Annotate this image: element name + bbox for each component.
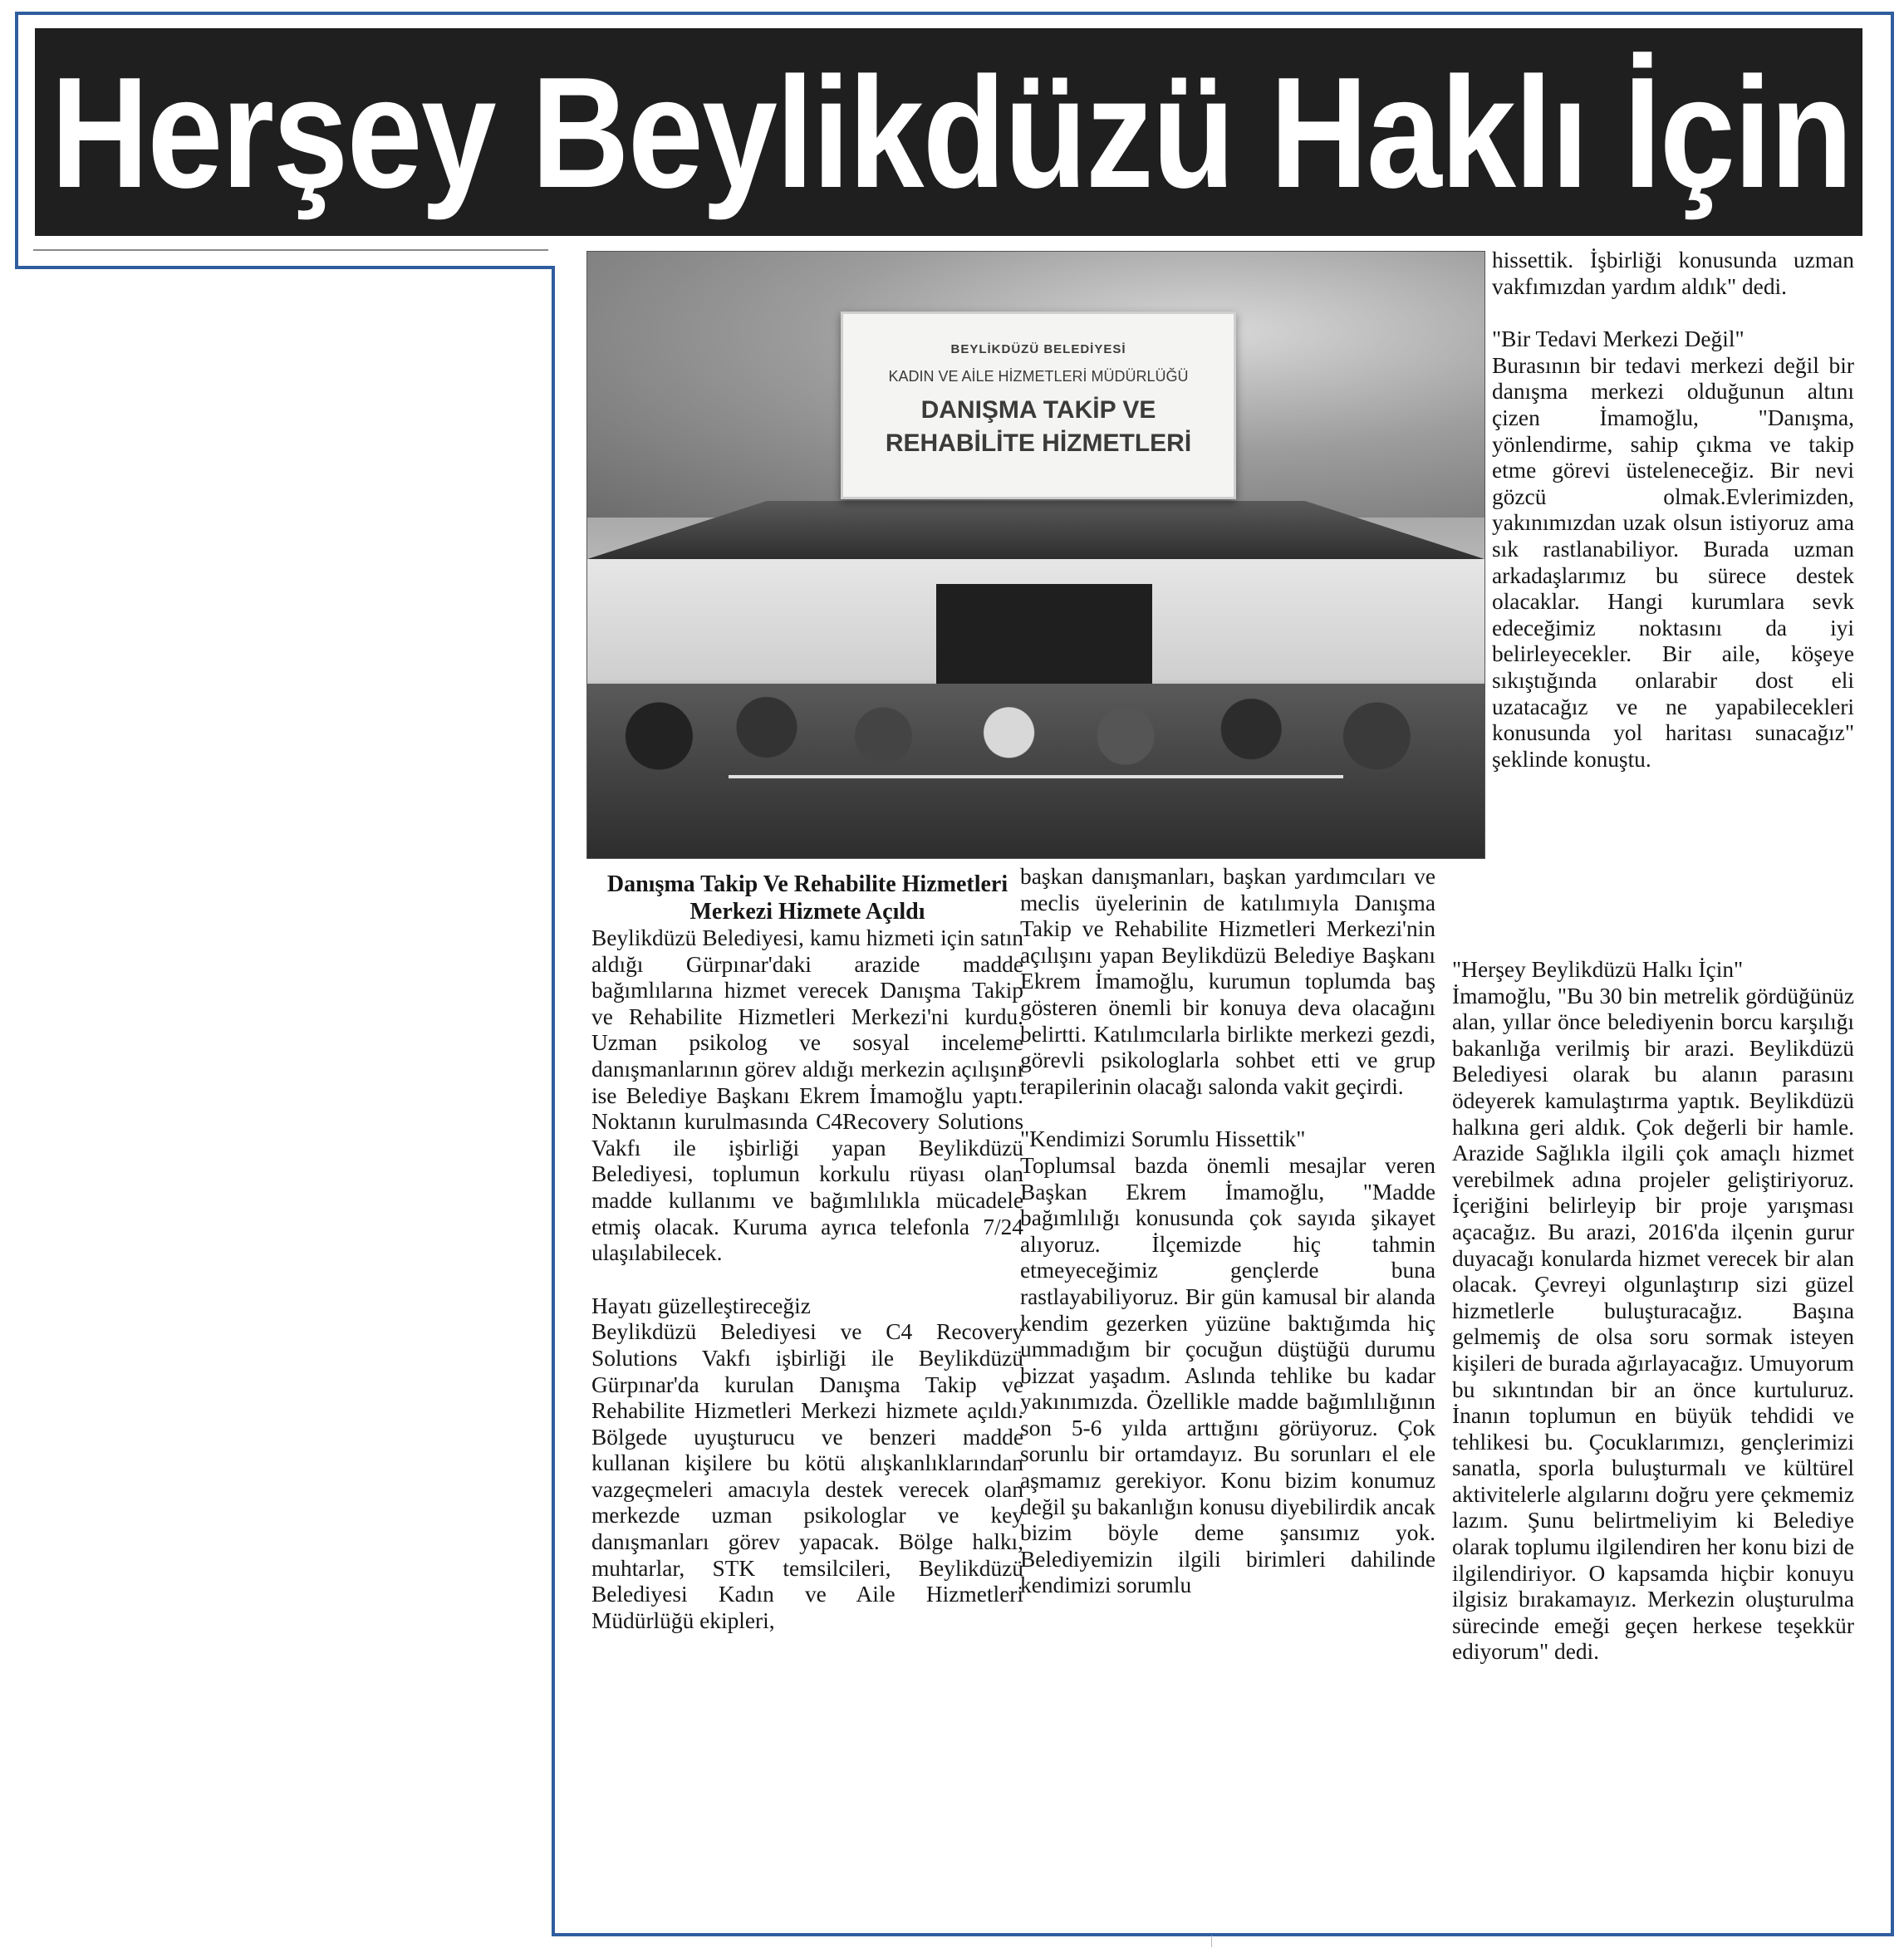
sign-line-2: KADIN VE AİLE HİZMETLERİ MÜDÜRLÜĞÜ bbox=[888, 368, 1189, 385]
sign-line-4: REHABİLİTE HİZMETLERİ bbox=[885, 429, 1192, 457]
middle-paragraph-2: Toplumsal bazda önemli mesajlar veren Başkan Ekrem İmamoğlu, "Madde bağımlılığı konusunda çok sayıda şikayet alıyoruz. İlçemizde hiç tahmin etmeyeceğimiz gençlerde buna rastlayabiliyoruz. Bir gün kamusal bir alanda kendim gezerken yüzüne baktığımda hiç ummadığım bir çocuğun düştüğü durumu bizzat yaşadım. Aslında tehlike bu kadar yakınımızda. Özellikle madde bağımlılığının son 5-6 yılda arttığını görüyoruz. Çok sorunlu bir ortamdayız. Bu sorunları el ele aşmamız gerekiyor. Konu bizim konumuz değil şu bakanlığın konusu diyebilirdik ancak bizim böyle deme şansımız yok. Belediyemizin ilgili birimleri dahilinde kendimizi sorumlu bbox=[1020, 1152, 1435, 1598]
right-top-paragraph-1: hissettik. İşbirliği konusunda uzman vakfımızdan yardım aldık" dedi. bbox=[1492, 248, 1854, 299]
frame-inner-left-border bbox=[552, 266, 555, 1936]
right-paragraph-1: İmamoğlu, "Bu 30 bin metrelik gördüğünüz alan, yıllar önce belediyenin borcu karşılığı bakanlığa verilmiş bir arazi. Beylikdüzü Belediyesi olarak bu alanın parasını ödeyerek kamulaştırma yaptık. Beylikdüzü halkına geri aldık. Çok değerli bir hamle. Arazide Sağlıkla ilgili çok amaçlı hizmet verebilmek adına projeler geliştiriyoruz. İçeriğini belirleyip bir proje yarışması açacağız. Bu arazi, 2016'da ilçenin gurur duyacağı konularda hizmet verecek bir alan olacak. Çevreyi olgunlaştırıp sizi güzel hizmetlerle buluşturacağız. Başına gelmemiş de olsa soru sormak isteyen kişileri de burada ağırlayacağız. Umuyorum bu sıkıntından bir an önce kurtuluruz. İnanın toplumun en büyük tehdidi ve tehlikesi bu. Çocuklarımızı, gençlerimizi sanatla, sporla buluşturmalı ve kültürel aktivitelerle algılarını doğru yere çekmemiz lazım. Şunu belirtmeliyim ki Belediye olarak toplumu ilgilendiren her konu bizi de ilgilendiriyor. O kapsamda hiçbir konuyu ilgisiz bırakamayız. Merkezin oluşturulma sürecinde emeği geçen herkese teşekkür ediyorum" dedi. bbox=[1452, 983, 1854, 1665]
right-column bbox=[1452, 957, 1854, 1666]
frame-right-border bbox=[1891, 12, 1894, 1936]
frame-step-border bbox=[15, 266, 555, 269]
left-paragraph-1: Beylikdüzü Belediyesi, kamu hizmeti için satın aldığı Gürpınar'daki arazide madde bağımlılarına hizmet verecek Danışma Takip ve Rehabilite Hizmetleri Merkezi'ni kurdu. Uzman psikolog ve sosyal inceleme danışmanlarının görev aldığı merkezin açılışını ise Belediye Başkanı Ekrem İmamoğlu yaptı. Noktanın kurulmasında C4Recovery Solutions Vakfı ile işbirliği yapan Beylikdüzü Belediyesi, toplumun korkulu rüyası olan madde kullanımı ve bağımlılıkla mücadele etmiş olacak. Kuruma ayrıca telefonla 7/24 ulaşılabilecek. bbox=[591, 925, 1023, 1266]
headline: Herşey Beylikdüzü Haklı İçin bbox=[51, 45, 1852, 221]
left-column bbox=[591, 871, 1023, 1634]
column-tick bbox=[1211, 1936, 1212, 1947]
frame-bottom-border bbox=[552, 1933, 1894, 1936]
article-subtitle: Danışma Takip Ve Rehabilite Hizmetleri Merkezi Hizmete Açıldı bbox=[606, 871, 1008, 925]
middle-column bbox=[1020, 864, 1435, 1599]
side-rule bbox=[33, 249, 548, 251]
photo-ribbon bbox=[729, 775, 1343, 778]
middle-paragraph-1: başkan danışmanları, başkan yardımcıları ve meclis üyelerinin de katılımıyla Danışma Takip ve Rehabilite Hizmetleri Merkezi'nin açılışını yapan Beylikdüzü Belediye Başkanı Ekrem İmamoğlu, kurumun toplumda baş gösteren önemli bir konuya deva olacağını belirtti. Katılımcılarla birlikte merkezi gezdi, görevli psikologlarla sohbet etti ve grup terapilerinin olacağı salonda vakit geçirdi. bbox=[1020, 864, 1435, 1099]
article-photo bbox=[586, 251, 1485, 859]
left-subhead-2: Hayatı güzelleştireceğiz bbox=[591, 1293, 811, 1318]
right-top-paragraph-2: Burasının bir tedavi merkezi değil bir danışma merkezi olduğunun altını çizen İmamoğlu, "Danışma, yönlendirme, sahip çıkma ve takip etme görevi üsteleneceğiz. Bir nevi gözcü olmak.Evlerimizden, yakınımızdan uzak olsun istiyoruz ama sık rastlanabiliyor. Burada uzman arkadaşlarımız bu sürece destek olacaklar. Hangi kurumlara sevk edeceğimiz noktasını da iyi belirleyecekler. Bir aile, köşeye sıkıştığında onlarabir dost eli uzatacağız ve ne yapabilecekleri konusunda yol haritası sunacağız" şeklinde konuştu. bbox=[1492, 352, 1854, 772]
right-subhead: "Herşey Beylikdüzü Halkı İçin" bbox=[1452, 957, 1744, 982]
right-column-top bbox=[1492, 248, 1854, 773]
photo-sign bbox=[841, 312, 1236, 499]
left-paragraph-2: Beylikdüzü Belediyesi ve C4 Recovery Solutions Vakfı işbirliği ile Beylikdüzü Gürpınar'da kurulan Danışma Takip ve Rehabilite Hizmetleri Merkezi hizmete açıldı. Bölgede uyuşturucu ve benzeri madde kullanan kişilere bu kötü alışkanlıklarından vazgeçmeleri amacıyla destek verecek olan merkezde uzman psikologlar ve key danışmanları görev yapacak. Bölge halkı, muhtarlar, STK temsilcileri, Beylikdüzü Belediyesi Kadın ve Aile Hizmetleri Müdürlüğü ekipleri, bbox=[591, 1319, 1023, 1633]
photo-crowd bbox=[587, 684, 1484, 858]
middle-subhead-2: "Kendimizi Sorumlu Hissettik" bbox=[1020, 1126, 1306, 1152]
sign-line-3: DANIŞMA TAKİP VE bbox=[920, 396, 1156, 424]
right-top-subhead-2: "Bir Tedavi Merkezi Değil" bbox=[1492, 326, 1745, 352]
sign-line-1: BEYLİKDÜZÜ BELEDİYESİ bbox=[950, 342, 1126, 356]
